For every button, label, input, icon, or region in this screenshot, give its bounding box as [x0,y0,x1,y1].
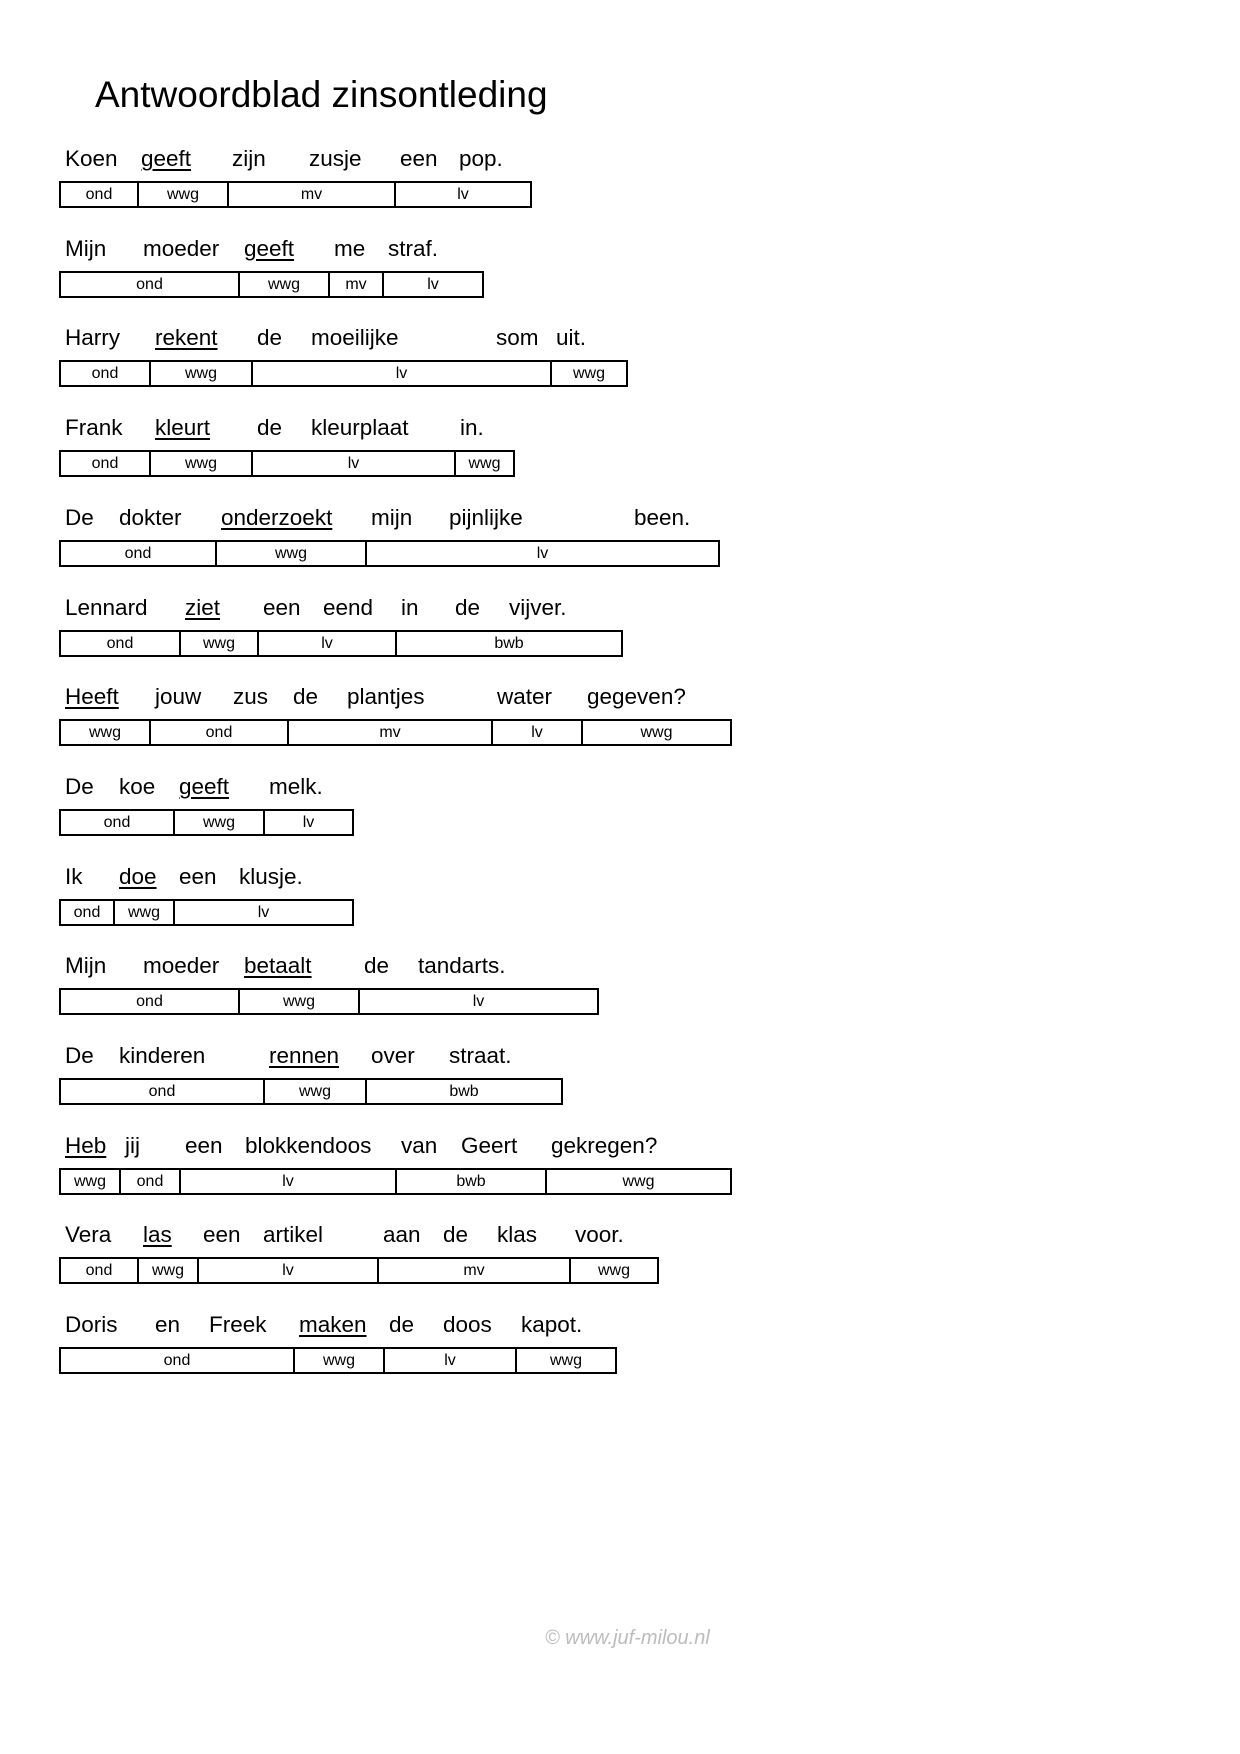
sentence-word: moeder [143,235,220,261]
sentence-word: klusje. [239,863,303,889]
analysis-cell: wwg [215,540,367,567]
exercise-row [0,327,1240,417]
sentence-word: jij [125,1132,140,1158]
sentence-word: De [65,773,94,799]
sentence-word: Koen [65,146,118,171]
sentence-word: de [364,953,390,979]
sentence-word: plantjes [347,684,425,710]
verb-word: Heeft [65,684,119,710]
analysis-cell: wwg [454,450,515,477]
sentence-word: koe [119,773,156,799]
sentence-word: kinderen [119,1043,206,1068]
analysis-cell: wwg [59,719,151,746]
analysis-cell: wwg [59,1168,121,1195]
analysis-cell: lv [383,1347,517,1374]
sentence-word: de [455,594,481,620]
sentence-word: en [155,1312,181,1338]
sentence-word: aan [383,1222,421,1248]
sentence-word: melk. [269,773,323,799]
sentence-word: van [401,1132,438,1158]
sentence-word: kapot. [521,1312,583,1338]
analysis-cell: ond [59,450,151,477]
analysis-cell: lv [251,360,552,387]
sentence-word: een [185,1132,223,1158]
verb-word: ziet [185,594,221,620]
sentence-word: een [400,146,438,171]
exercise-row [0,1132,1240,1225]
verb-word: kleurt [155,415,211,441]
sentence-word: de [293,684,319,710]
analysis-cell: lv [358,988,599,1015]
exercise-row [0,863,1240,956]
sentence-word: Doris [65,1312,118,1338]
analysis-cell: wwg [515,1347,617,1374]
sentence-word: een [263,594,301,620]
analysis-cell: lv [365,540,720,567]
sentence-word: Freek [209,1312,267,1338]
sentence-word: artikel [263,1222,324,1248]
sentence-word: Mijn [65,235,107,261]
analysis-cell: bwb [365,1078,563,1105]
analysis-cell: wwg [293,1347,385,1374]
analysis-cell: lv [382,271,484,298]
sentence-word: jouw [155,684,202,710]
analysis-cell: ond [59,540,217,567]
analysis-cell: mv [227,181,396,208]
exercise-row [0,1314,1240,1404]
verb-word: Heb [65,1132,107,1158]
sentence-word: de [257,415,283,441]
sentence-word: tandarts. [418,953,506,979]
analysis-cell: mv [287,719,493,746]
verb-word: geeft [141,146,192,171]
analysis-cell: wwg [545,1168,732,1195]
analysis-cell: ond [59,1257,139,1284]
analysis-cell: wwg [149,450,253,477]
sentence-word: De [65,1043,94,1068]
analysis-cell: wwg [137,1257,199,1284]
sentence-word: De [65,504,94,530]
analysis-cell: ond [59,630,181,657]
sentence-word: de [257,325,283,351]
analysis-cell: ond [59,181,139,208]
sentence-word: Harry [65,325,120,351]
verb-word: betaalt [244,953,312,979]
sentence-word: som [496,325,539,351]
analysis-cell: ond [149,719,289,746]
analysis-cell: wwg [238,988,360,1015]
analysis-cell: mv [328,271,384,298]
sentence-word: moeilijke [311,325,399,351]
exercise-row [0,955,1240,1045]
sentence-word: Lennard [65,594,148,620]
sentence-word: Geert [461,1132,518,1158]
sentence-word: Ik [65,863,83,889]
analysis-cell: lv [394,181,532,208]
exercise-row [0,148,1240,238]
sentence-word: Vera [65,1222,112,1248]
sentence-word: klas [497,1222,538,1248]
sentence-word: been. [634,504,691,530]
analysis-cell: mv [377,1257,571,1284]
sentence-word: straf. [388,235,439,261]
sentence-word: Frank [65,415,123,441]
analysis-cell: ond [59,1347,295,1374]
sentence-word: me [334,235,366,261]
analysis-cell: wwg [137,181,229,208]
exercise-row [0,504,1240,597]
verb-word: geeft [179,773,230,799]
exercise-row [0,1224,1240,1314]
page-title: Antwoordblad zinsontleding [95,74,548,115]
analysis-cell: lv [173,899,354,926]
analysis-cell: lv [197,1257,379,1284]
sentence-word: Mijn [65,953,107,979]
sentence-word: kleurplaat [311,415,409,441]
verb-word: rekent [155,325,218,351]
analysis-cell: bwb [395,630,623,657]
exercise-row [0,417,1240,507]
exercise-row [0,594,1240,687]
exercise-row [0,235,1240,328]
analysis-cell: bwb [395,1168,547,1195]
analysis-cell: wwg [179,630,259,657]
sentence-word: een [179,863,217,889]
analysis-cell: wwg [569,1257,659,1284]
analysis-cell: ond [59,360,151,387]
sentence-word: uit. [556,325,587,351]
verb-word: onderzoekt [221,504,333,530]
analysis-cell: wwg [149,360,253,387]
sentence-word: water [497,684,553,710]
sentence-word: vijver. [509,594,567,620]
sentence-word: de [443,1222,469,1248]
analysis-cell: lv [257,630,397,657]
sentence-word: gekregen? [551,1132,658,1158]
analysis-cell: lv [179,1168,397,1195]
sentence-word: pijnlijke [449,504,523,530]
sentence-word: dokter [119,504,182,530]
sentence-word: gegeven? [587,684,686,710]
analysis-cell: lv [491,719,583,746]
analysis-cell: ond [59,809,175,836]
analysis-cell: wwg [238,271,330,298]
sentence-word: zijn [232,146,266,171]
sentence-word: in. [460,415,484,441]
sentence-word: voor. [575,1222,624,1248]
verb-word: doe [119,863,157,889]
analysis-cell: lv [251,450,456,477]
sentence-word: over [371,1043,415,1068]
sentence-word: pop. [459,146,503,171]
analysis-cell: ond [119,1168,181,1195]
exercise-row [0,1045,1240,1135]
exercise-row [0,773,1240,866]
analysis-cell: ond [59,899,115,926]
analysis-cell: lv [263,809,354,836]
analysis-cell: wwg [581,719,732,746]
verb-word: maken [299,1312,367,1338]
sentence-word: in [401,594,419,620]
verb-word: las [143,1222,172,1248]
sentence-word: zusje [309,146,362,171]
exercise-row [0,686,1240,776]
sentence-word: een [203,1222,241,1248]
sentence-word: eend [323,594,374,620]
analysis-cell: wwg [173,809,265,836]
analysis-cell: wwg [550,360,628,387]
analysis-cell: ond [59,988,240,1015]
sentence-word: moeder [143,953,220,979]
sentence-word: de [389,1312,415,1338]
sentence-word: zus [233,684,269,710]
verb-word: geeft [244,235,295,261]
sentence-word: doos [443,1312,492,1338]
sentence-word: blokkendoos [245,1132,372,1158]
analysis-cell: wwg [113,899,175,926]
sentence-word: mijn [371,504,413,530]
verb-word: rennen [269,1043,340,1068]
analysis-cell: ond [59,271,240,298]
copyright-credit: © www.juf-milou.nl [545,1627,710,1649]
sentence-word: straat. [449,1043,512,1068]
analysis-cell: ond [59,1078,265,1105]
analysis-cell: wwg [263,1078,367,1105]
